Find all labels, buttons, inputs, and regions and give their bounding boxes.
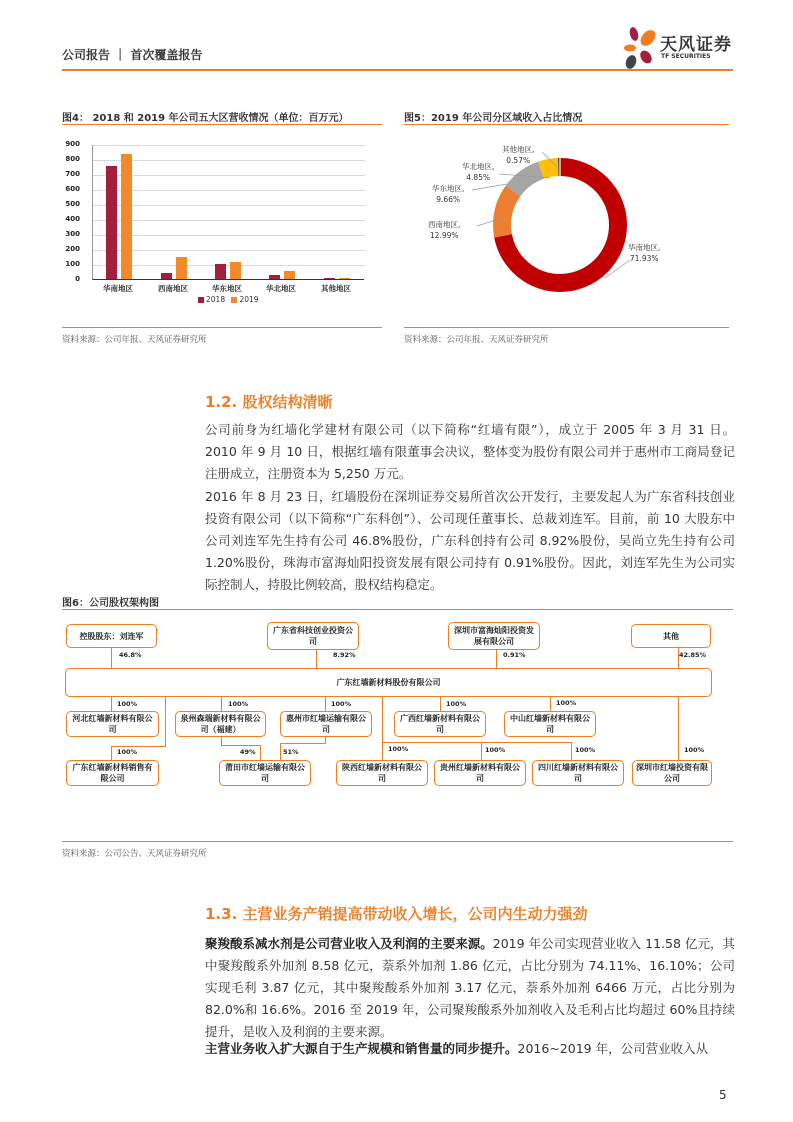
bar-2019-huabei [284,271,295,279]
org-pct: 49% [240,748,256,756]
figure6-title-rule [62,609,733,610]
org-connector [678,697,679,760]
para1-body: 2019 年公司实现营业收入 11.58 亿元，其中聚羧酸系外加剂 8.58 亿元，萘系外加剂 1.86 亿元，占比分别为 74.11%、16.10%；公司实现毛利 3.87 亿元，其中聚羧酸系外加剂 3.17 亿元，萘系外加剂 6466 万元，占比分别为 82.0%和 16.6%。2016 至 2019 年，公司聚羧酸系外加剂收入及毛利占比均超过 60%且持续提升，是收入及利润的主要来源。 [205,936,735,1039]
org-box-shenzhen-investment: 深圳市红墙投资有限公司 [632,760,712,786]
org-connector [111,746,166,747]
org-connector [481,742,482,760]
org-connector [496,650,497,668]
org-box-guangdong-sales: 广东红墙新材料销售有限公司 [66,760,159,786]
gridline [93,160,365,161]
section-1-3-para1 [205,933,735,1043]
org-box-shaanxi: 陕西红墙新材料有限公司 [336,760,428,786]
org-box-hebei: 河北红墙新材料有限公司 [66,711,159,737]
logo-text-en: TF SECURITIES [661,53,711,60]
gridline [93,250,365,251]
org-connector [111,746,112,760]
org-pct: 100% [485,746,506,754]
org-pct: 42.85% [679,651,707,659]
org-connector [382,697,383,760]
plot-area [92,145,364,280]
org-connector [325,697,326,711]
org-connector [571,742,572,760]
y-tick: 600 [65,185,80,193]
donut-label-other: 其他地区, 0.57% [502,145,535,165]
y-tick: 700 [65,170,80,178]
org-box-liu-lianjun: 控股股东：刘连军 [66,624,157,648]
y-tick: 100 [65,260,80,268]
legend-swatch-2018 [198,297,204,303]
org-pct: 100% [684,746,705,754]
legend-label-2018: 2018 [206,295,226,304]
org-box-guizhou: 贵州红墙新材料有限公司 [434,760,526,786]
bar-chart [62,135,382,305]
org-pct: 0.91% [503,651,526,659]
y-tick: 200 [65,245,80,253]
org-connector [440,697,441,711]
org-pct: 100% [117,700,138,708]
y-tick: 800 [65,155,80,163]
y-tick: 900 [65,140,80,148]
org-box-zhongshan: 中山红墙新材料有限公司 [504,711,596,737]
org-box-main-company: 广东红墙新材料股份有限公司 [65,668,712,697]
donut-label-huadong: 华东地区, 9.66% [432,184,465,204]
legend-label-2019: 2019 [239,295,259,304]
y-tick: 500 [65,200,80,208]
org-connector [280,743,281,760]
org-pct: 100% [556,699,577,707]
org-connector [550,697,551,711]
section-1-3-heading: 1.3. 主营业务产销提高带动收入增长，公司内生动力强劲 [205,905,588,923]
bar-2019-other [339,278,350,279]
org-connector [111,697,112,711]
donut-label-huabei: 华北地区, 4.85% [462,162,495,182]
org-pct: 100% [117,748,138,756]
org-connector [382,742,572,743]
header-divider [62,69,733,71]
chart-legend [198,295,259,304]
y-tick: 300 [65,230,80,238]
logo-text-cn: 天风证券 [660,35,732,55]
bar-2018-huanan [106,166,117,279]
para2-lead: 主营业务收入扩大源自于生产规模和销售量的同步提升。 [205,1041,518,1056]
figure4-source-rule [62,327,382,328]
figure6-source: 资料来源：公司公告、天风证券研究所 [62,849,207,859]
org-box-guangdong-keji: 广东省科技创业投资公司 [267,622,359,650]
org-pct: 8.92% [333,651,356,659]
org-pct: 100% [446,700,467,708]
org-pct: 100% [575,746,596,754]
org-pct: 100% [388,745,409,753]
figure5-title: 图5：2019 年公司分区域收入占比情况 [404,113,583,124]
org-box-putian-transport: 莆田市红墙运输有限公司 [219,760,311,786]
org-pct: 100% [331,700,352,708]
y-tick: 0 [75,275,80,283]
y-tick: 400 [65,215,80,223]
figure4-source: 资料来源：公司年报、天风证券研究所 [62,335,207,345]
figure5-source-rule [404,327,729,328]
org-connector [316,650,317,668]
figure5-title-rule [404,124,729,125]
figure6-title: 图6：公司股权架构图 [62,598,159,609]
org-box-shenzhen-fuhai: 深圳市富海灿阳投资发展有限公司 [448,622,540,650]
org-box-huizhou-transport: 惠州市红墙运输有限公司 [280,711,372,737]
section-1-2-para2: 2016 年 8 月 23 日，红墙股份在深圳证券交易所首次公开发行，主要发起人为广东省科技创业投资有限公司（以下简称“广东科创”）、公司现任董事长、总裁刘连军。目前，前 10 大股东中公司刘连军先生持有公司 46.8%股份，广东科创持有公司 8.92%股份，吴尚立先生持有公司 1.20%股份，珠海市富海灿阳投资发展有限公司持有 0.91%股份。因此，刘连军先生为公司实际控制人，持股比例较高，股权结构稳定。 [205,489,735,592]
org-box-quanzhou: 泉州森瑞新材料有限公司（福建） [175,711,266,737]
donut-label-huanan: 华南地区, 71.93% [628,243,661,263]
gridline [93,235,365,236]
page-number: 5 [719,1088,727,1102]
figure4-title-rule [62,124,382,125]
x-tick: 华东地区 [212,284,242,293]
bar-2018-other [324,278,335,279]
gridline [93,205,365,206]
figure4-title: 图4： 2018 和 2019 年公司五大区营收情况（单位：百万元） [62,113,349,124]
bar-2018-xinan [161,273,172,279]
gridline [93,265,365,266]
x-tick: 华南地区 [103,284,133,293]
org-connector [221,697,222,711]
para1-lead: 聚羧酸系减水剂是公司营业收入及利润的主要来源。 [205,936,493,951]
x-tick: 西南地区 [158,284,188,293]
org-pct: 46.8% [119,651,142,659]
section-1-2-para1: 公司前身为红墙化学建材有限公司（以下简称“红墙有限”），成立于 2005 年 3 月 31 日。2010 年 9 月 10 日，根据红墙有限董事会决议，整体变为股份有限公司并于惠州市工商局登记注册成立，注册资本为 5,250 万元。 [205,422,735,481]
gridline [93,145,365,146]
org-pct: 51% [283,748,299,756]
org-connector [260,745,261,760]
org-box-sichuan: 四川红墙新材料有限公司 [532,760,624,786]
gridline [93,190,365,191]
gridline [93,175,365,176]
org-connector [111,648,112,668]
donut-label-xinan: 西南地区, 12.99% [428,220,461,240]
legend-swatch-2019 [231,297,237,303]
bar-2018-huabei [269,275,280,279]
report-header-title: 公司报告 ｜ 首次覆盖报告 [62,48,203,62]
bar-2019-huadong [230,262,241,279]
x-tick: 其他地区 [321,284,351,293]
figure5-source: 资料来源：公司年报、天风证券研究所 [404,335,549,345]
para2-body: 2016~2019 年，公司营业收入从 [517,1041,709,1056]
org-connector [280,743,326,744]
x-tick: 华北地区 [266,284,296,293]
figure6-source-rule [62,841,733,842]
org-box-guangxi: 广西红墙新材料有限公司 [394,711,486,737]
bar-2019-huanan [121,154,132,279]
org-connector [165,697,166,747]
org-box-others: 其他 [631,624,711,648]
bar-2018-huadong [215,264,226,279]
gridline [93,220,365,221]
section-1-2-heading: 1.2. 股权结构清晰 [205,393,333,411]
org-connector [221,745,261,746]
org-pct: 100% [228,700,249,708]
bar-2019-xinan [176,257,187,279]
section-1-3-para2 [205,1038,735,1060]
